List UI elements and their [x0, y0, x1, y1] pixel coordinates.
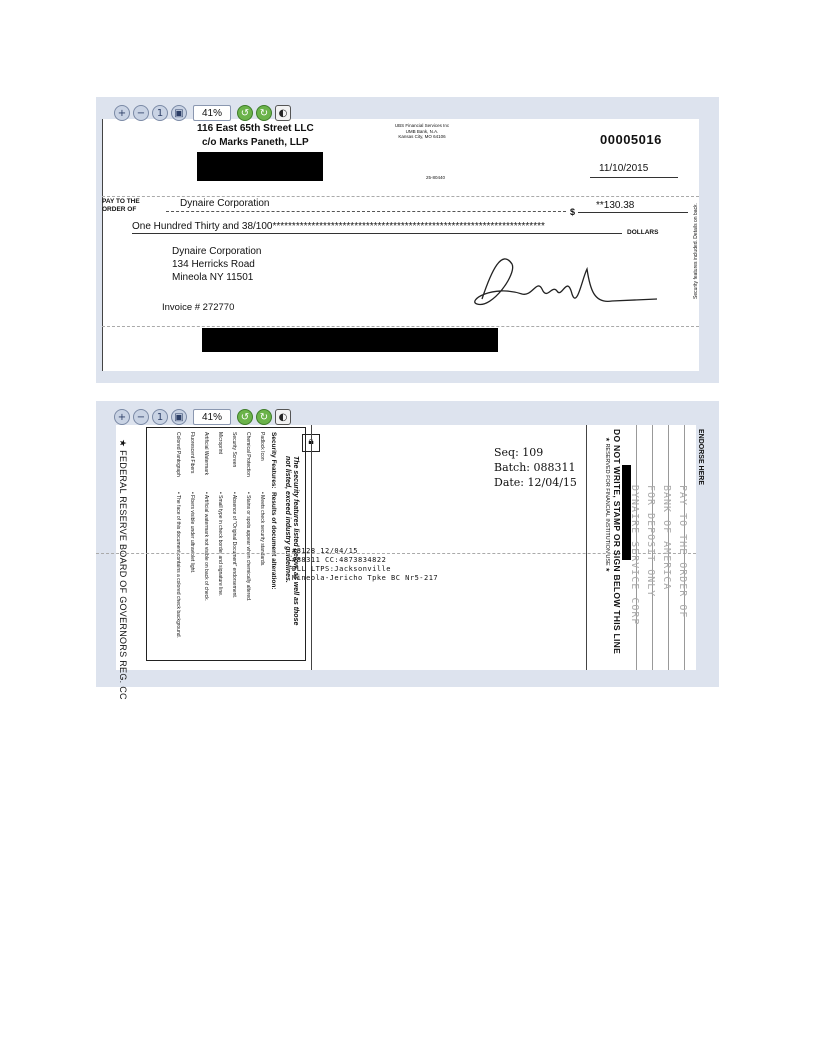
- invoice-memo: Invoice # 272770: [162, 302, 235, 313]
- feature-result: • The face of this document contains a colored check background.: [175, 492, 181, 638]
- payer-care-of: c/o Marks Paneth, LLP: [202, 137, 309, 148]
- dashed-border-top: [102, 196, 699, 197]
- viewer-toolbar-back: [114, 407, 291, 427]
- amount-in-words: One Hundred Thirty and 38/100**********************************************************************: [132, 221, 545, 232]
- signature: [462, 239, 662, 319]
- faded-stamp-2: BANK OF AMERICA: [661, 485, 672, 591]
- fit-icon[interactable]: ▣: [171, 105, 187, 121]
- rotate-left-icon[interactable]: ↺: [237, 409, 253, 425]
- redaction-micr: [202, 328, 498, 352]
- zoom-in-icon[interactable]: +: [114, 105, 130, 121]
- zoom-out-icon[interactable]: −: [133, 409, 149, 425]
- security-features-head: Security Features:: [270, 432, 277, 489]
- dashed-border-bottom: [102, 326, 699, 327]
- zoom-out-icon[interactable]: −: [133, 105, 149, 121]
- routing-fraction: 25-80440: [426, 175, 446, 180]
- reserved-use: ★ RESERVED FOR FINANCIAL INSTITUTION USE ★: [604, 437, 610, 573]
- amount-line: [578, 212, 688, 213]
- rotate-right-icon[interactable]: ↻: [256, 105, 272, 121]
- invert-icon[interactable]: ◐: [275, 409, 291, 425]
- seq: Seq: 109: [494, 446, 544, 459]
- faded-stamp-3: FOR DEPOSIT ONLY: [645, 485, 656, 598]
- do-not-write: DO NOT WRITE, STAMP OR SIGN BELOW THIS LINE: [612, 429, 622, 655]
- strip-line-2: #88311 CC:4873834822: [292, 556, 387, 564]
- date-line: [590, 177, 678, 178]
- seq-block: [494, 445, 577, 490]
- address-line-1: Dynaire Corporation: [172, 246, 262, 257]
- words-line: [132, 233, 622, 234]
- zoom-in-icon[interactable]: +: [114, 409, 130, 425]
- zoom-level[interactable]: 41%: [193, 409, 231, 425]
- address-line-3: Mineola NY 11501: [172, 272, 254, 283]
- viewer-toolbar: [114, 103, 291, 123]
- feature-result: • Stains or spots appear when chemically altered.: [245, 492, 251, 602]
- actual-size-icon[interactable]: 1: [152, 105, 168, 121]
- dollar-sign: $: [570, 207, 576, 217]
- check-back-image: [116, 425, 704, 700]
- security-features-box: [146, 427, 314, 661]
- strip-line-1: #3128 12/04/15: [292, 547, 359, 555]
- redaction-address: [197, 152, 323, 181]
- security-note: Security features included. Details on back.: [693, 203, 699, 299]
- strip-line-4: Mineola-Jericho Tpke BC Nr5-217: [292, 574, 439, 582]
- feature-name: Padlock Icon: [259, 432, 265, 461]
- feature-name: Colored Pantograph: [175, 432, 181, 477]
- faded-stamp-4: DYNAIRE SERVICE CORP: [629, 485, 640, 626]
- invert-icon[interactable]: ◐: [275, 105, 291, 121]
- feature-name: Security Screen: [231, 432, 237, 468]
- pay-to-label: PAY TO THE ORDER OF: [102, 198, 140, 213]
- feature-result: • Meets check security standards.: [259, 492, 265, 567]
- security-title-2: not listed, exceed industry guidelines.: [284, 456, 291, 583]
- feature-result: • Small type in check border and signature line.: [217, 492, 223, 597]
- frb-text: ★ FEDERAL RESERVE BOARD OF GOVERNORS REG. CC: [118, 439, 128, 700]
- fit-icon[interactable]: ▣: [171, 409, 187, 425]
- check-front-image: [102, 119, 699, 371]
- feature-name: Chemical Protection: [245, 432, 251, 477]
- padlock-icon: 🔒︎: [302, 434, 320, 452]
- back-date: Date: 12/04/15: [494, 476, 577, 489]
- check-back-viewer: [96, 401, 719, 700]
- feature-name: Fluorescent Fibers: [189, 432, 195, 474]
- feature-name: Microprint: [217, 432, 223, 454]
- check-date: 11/10/2015: [599, 163, 649, 174]
- dollars-label: DOLLARS: [627, 229, 659, 236]
- batch: Batch: 088311: [494, 461, 576, 474]
- feature-name: Artificial Watermark: [203, 432, 209, 476]
- check-amount: **130.38: [596, 200, 635, 211]
- endorse-divider: [586, 425, 587, 670]
- rotate-right-icon[interactable]: ↻: [256, 409, 272, 425]
- check-number: 00005016: [600, 132, 662, 147]
- left-border: [102, 119, 103, 371]
- check-front-viewer: [96, 97, 719, 383]
- payer-name: 116 East 65th Street LLC: [197, 123, 314, 134]
- payee-name: Dynaire Corporation: [180, 198, 270, 209]
- bank-info: UBS Financial Services Inc UMB Bank, N.A. Kansas City, MO 64106: [394, 123, 450, 139]
- security-results-head: Results of document alteration:: [270, 492, 277, 590]
- feature-result: • Fibers visible under ultraviolet light.: [189, 492, 195, 574]
- security-title-1: The security features listed below, as well as those: [292, 456, 299, 626]
- endorse-here: ENDORSE HERE: [697, 429, 704, 486]
- actual-size-icon[interactable]: 1: [152, 409, 168, 425]
- address-line-2: 134 Herricks Road: [172, 259, 255, 270]
- zoom-level[interactable]: 41%: [193, 105, 231, 121]
- payee-line: [166, 211, 566, 212]
- strip-line-3: DLL LTPS:Jacksonville: [292, 565, 392, 573]
- faded-stamp-1: PAY TO THE ORDER OF: [677, 485, 688, 619]
- feature-result: • Absence of "Original Document" endorsement.: [231, 492, 237, 599]
- rotate-left-icon[interactable]: ↺: [237, 105, 253, 121]
- feature-result: • Artificial watermark not visible on back of check.: [203, 492, 209, 602]
